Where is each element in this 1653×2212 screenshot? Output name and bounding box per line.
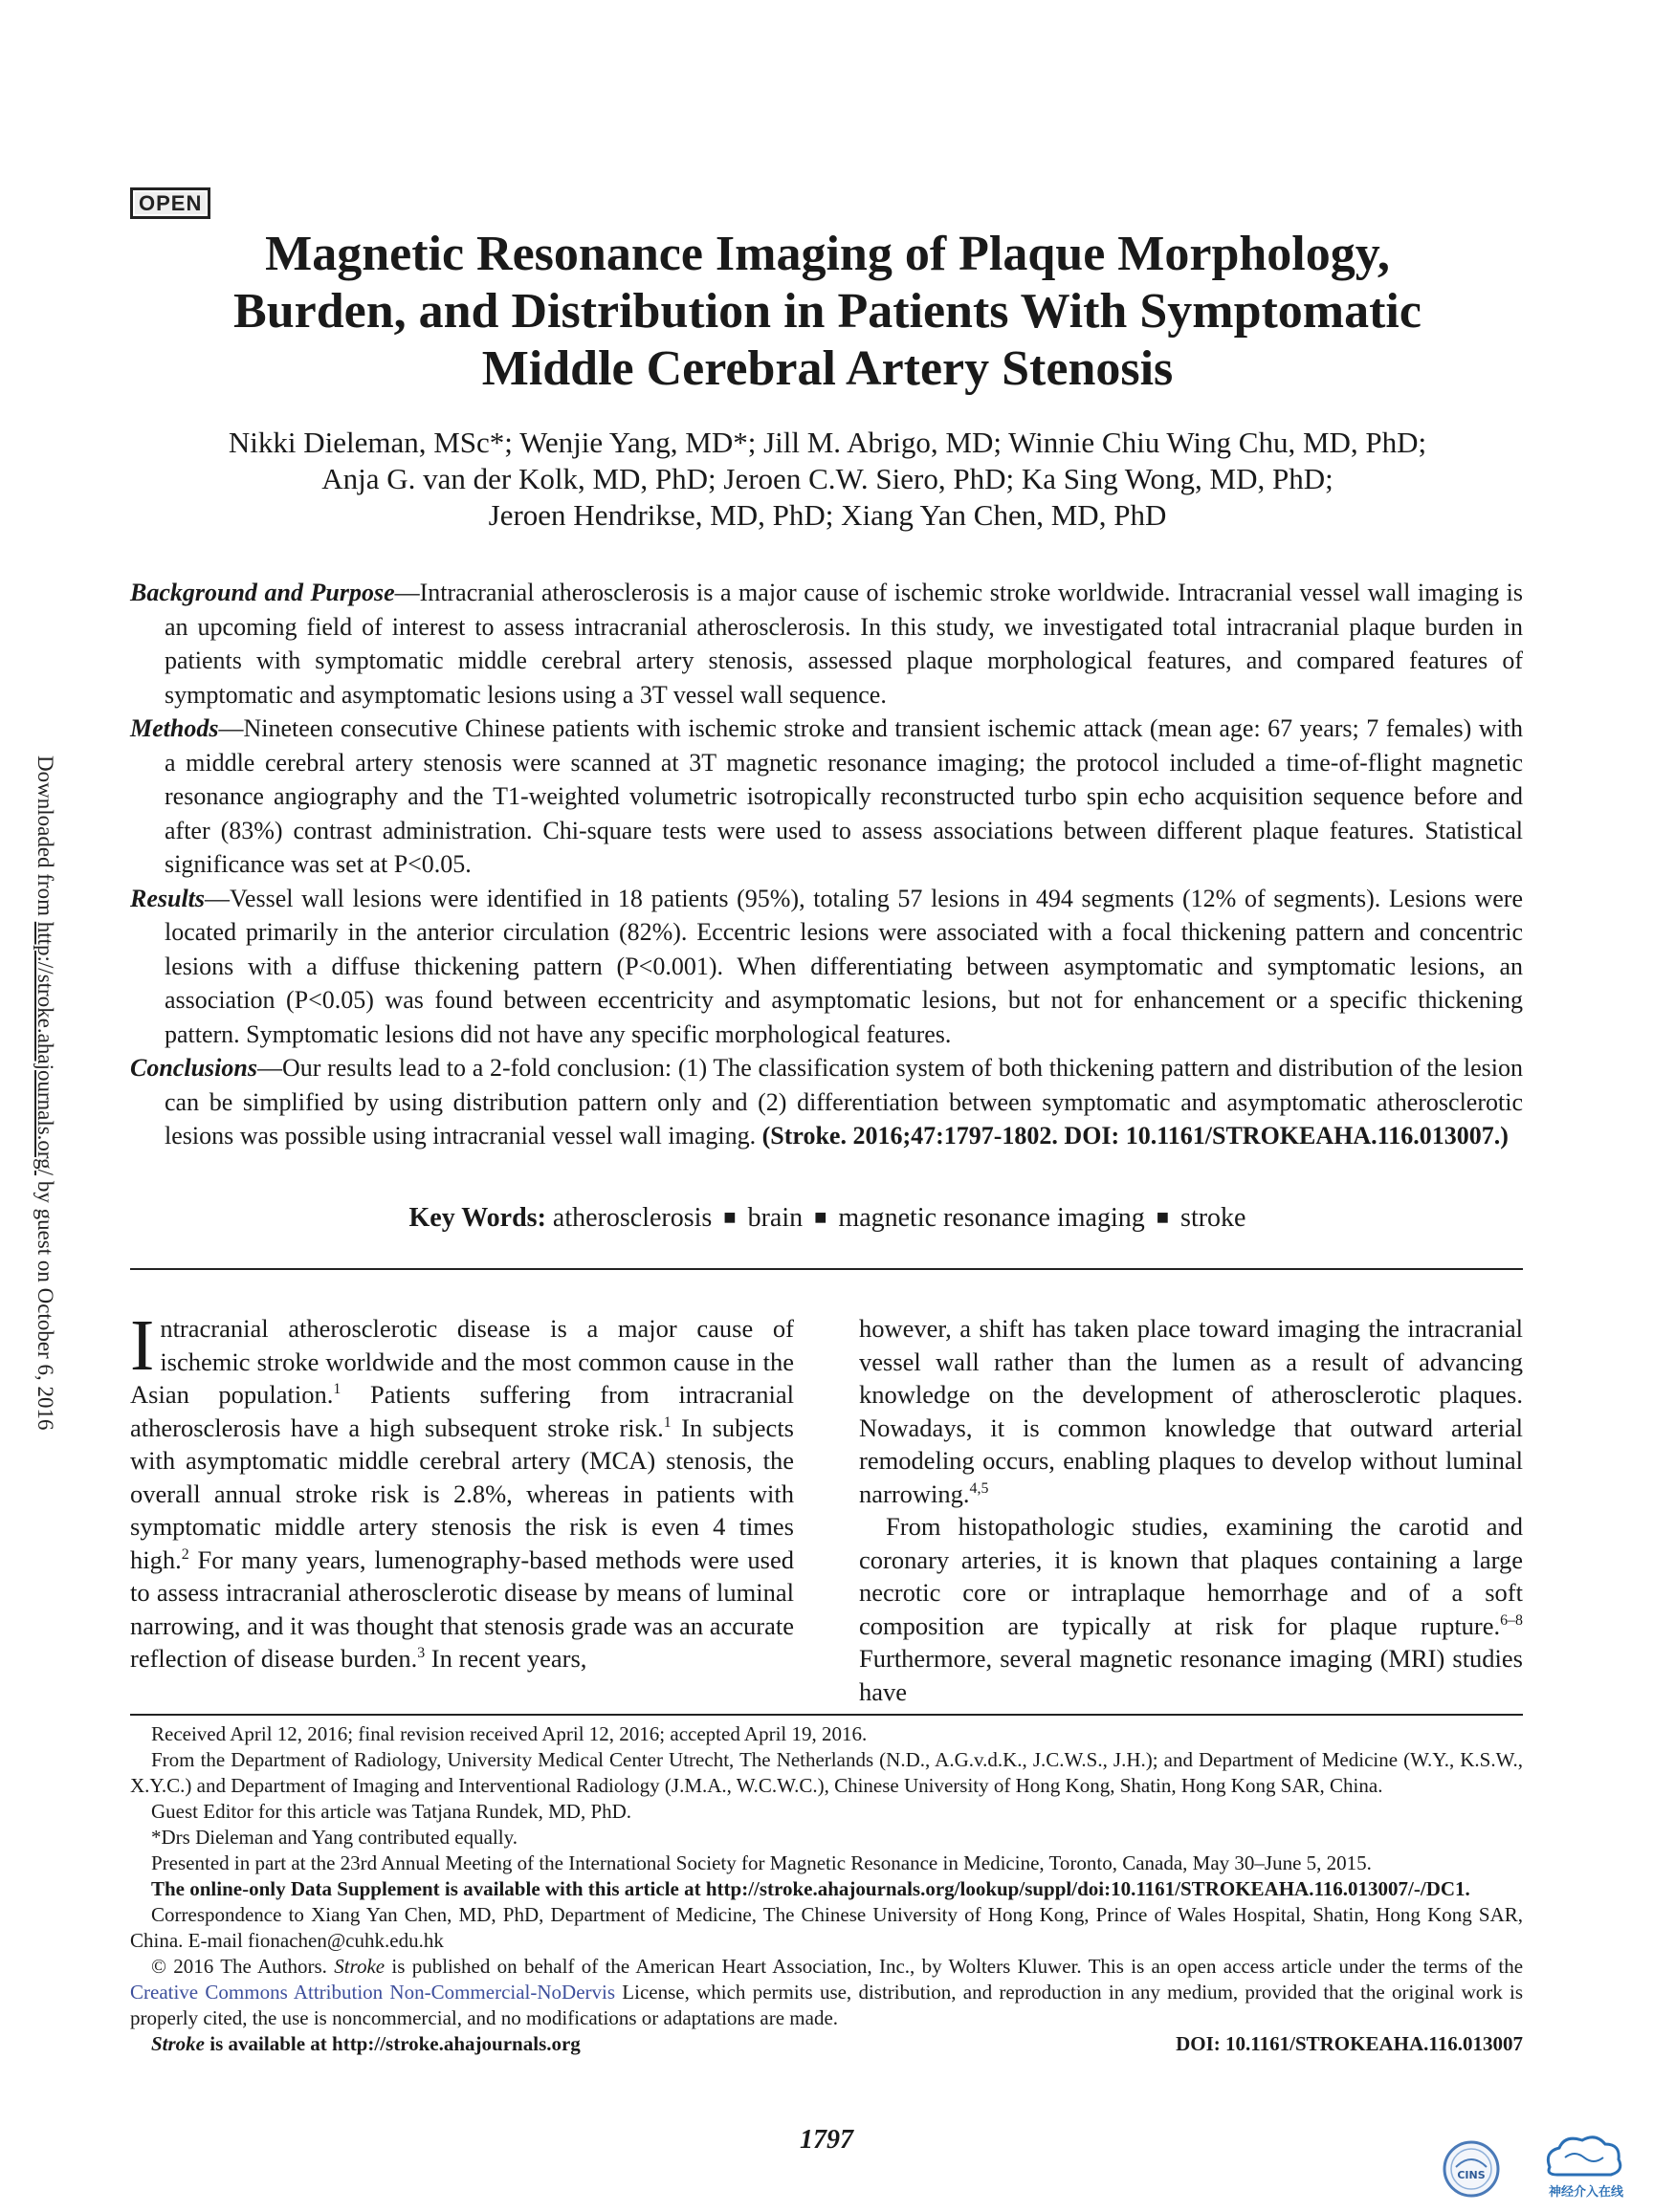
square-bullet-icon: ■ <box>814 1205 827 1229</box>
brand-logo-icon <box>1531 2129 1636 2205</box>
license-link[interactable]: Creative Commons Attribution Non-Commercial-NoDervis <box>130 1981 616 2004</box>
abstract-background <box>130 576 1523 712</box>
abstract-text: —Intracranial atherosclerosis is a major cause of ischemic stroke worldwide. Intracranial vessel wall imaging is an upcoming field of interest to assess intracranial atherosclerosis. In this study, we investigated total intracranial plaque burden in patients with symptomatic middle cerebral artery stenosis, assessed plaque morphological features, and compared features of symptomatic and asymptomatic lesions using a 3T vessel wall sequence. <box>165 579 1523 709</box>
cins-logo-icon <box>1435 2138 1508 2200</box>
body-paragraph <box>859 1312 1523 1510</box>
abstract-results <box>130 882 1523 1052</box>
watermark-text: Downloaded from <box>33 756 57 922</box>
doi: DOI: 10.1161/STROKEAHA.116.013007 <box>1176 2032 1523 2055</box>
author-list <box>115 425 1540 534</box>
body-text: For many years, lumenography-based methods were used to assess intracranial atherosclerotic disease by means of luminal narrowing, and it was thought that stenosis grade was an accurate reflection of disease burden. <box>130 1544 794 1673</box>
abstract-text: —Vessel wall lesions were identified in 18 patients (95%), totaling 57 lesions in 494 segments (12% of segments). Lesions were located primarily in the anterior circulation (82%). Eccentric lesions were associated with a focal thickening pattern and concentric lesions with a diffuse thickening pattern (P<0.001). When differentiating between asymptomatic and symptomatic lesions, an association (P<0.05) was found between eccentricity and asymptomatic lesions, but not for enhancement or a specific thickening pattern. Symptomatic lesions did not have any specific morphological features. <box>165 884 1523 1048</box>
body-text: In subjects with asymptomatic middle cerebral artery (MCA) stenosis, the overall annual stroke risk is 2.8%, whereas in patients with symptomatic middle artery stenosis the risk is even 4 times high. <box>130 1413 794 1574</box>
citation: (Stroke. 2016;47:1797-1802. DOI: 10.1161/STROKEAHA.116.013007.) <box>761 1122 1509 1150</box>
body-text: In recent years, <box>425 1644 587 1673</box>
body-text: Furthermore, several magnetic resonance imaging (MRI) studies have <box>859 1644 1523 1706</box>
logo-text: CINS <box>1457 2169 1486 2181</box>
author-line: Jeroen Hendrikse, MD, PhD; Xiang Yan Chen, MD, PhD <box>488 498 1167 532</box>
footnote-correspondence: Correspondence to Xiang Yan Chen, MD, PhD, Department of Medicine, The Chinese University of Hong Kong, Prince of Wales Hospital, Shatin, Hong Kong SAR, China. E-mail fionachen@cuhk.edu.hk <box>130 1903 1523 1952</box>
keyword: magnetic resonance imaging <box>838 1203 1145 1233</box>
footnote-affiliation: From the Department of Radiology, University Medical Center Utrecht, The Netherlands (N.D., A.G.v.d.K., J.C.W.S., J.H.); and Department of Medicine (W.Y., K.S.W., X.Y.C.) and Department of Imaging and Interventional Radiology (J.M.A., W.C.W.C.), Chinese University of Hong Kong, Shatin, Hong Kong SAR, China. <box>130 1748 1523 1797</box>
divider <box>130 1714 1523 1716</box>
title-line: Magnetic Resonance Imaging of Plaque Morphology, <box>265 227 1390 281</box>
body-text: however, a shift has taken place toward imaging the intracranial vessel wall rather than the lumen as a result of advancing knowledge on the development of atherosclerotic plaques. Nowadays, it is common knowledge that outward arterial remodeling occurs, enabling plaques to develop without luminal narrowing. <box>859 1314 1523 1508</box>
abstract-label: Results <box>130 884 206 912</box>
keyword: atherosclerosis <box>552 1203 713 1233</box>
abstract-conclusions <box>130 1051 1523 1153</box>
drop-cap: I <box>130 1305 155 1386</box>
body-text: ntracranial atherosclerotic disease is a major cause of ischemic stroke worldwide and the most common cause in the Asian population. <box>130 1314 794 1409</box>
watermark-link[interactable]: http://stroke.ahajournals.org/ <box>33 921 57 1176</box>
keywords-label: Key Words: <box>408 1203 546 1233</box>
reference[interactable]: 1 <box>663 1413 672 1431</box>
journal-name: Stroke <box>151 2032 206 2055</box>
footnote-text: is published on behalf of the American Heart Association, Inc., by Wolters Kluwer. This is an open access article under the terms of the <box>385 1955 1524 1978</box>
page-number: 1797 <box>800 2125 853 2155</box>
footnote-text: is available at http://stroke.ahajournals.org <box>205 2032 581 2055</box>
logo-text: 神经介入在线 <box>1548 2185 1624 2200</box>
footnote-presented: Presented in part at the 23rd Annual Meeting of the International Society for Magnetic Resonance in Medicine, Toronto, Canada, May 30–June 5, 2015. <box>151 1851 1372 1874</box>
divider <box>130 1268 1523 1270</box>
body-text: Patients suffering from intracranial atherosclerosis have a high subsequent stroke risk. <box>130 1380 794 1442</box>
watermark-text: by guest on October 6, 2016 <box>33 1175 57 1431</box>
download-watermark <box>29 756 61 1960</box>
keyword: brain <box>747 1203 804 1233</box>
abstract-text: —Our results lead to a 2-fold conclusion: (1) The classification system of both thickening pattern and distribution of the lesion can be simplified by using distribution pattern only and (2) differentiation between symptomatic and asymptomatic atherosclerotic lesions was possible using intracranial vessel wall imaging. <box>165 1054 1523 1150</box>
reference[interactable]: 2 <box>181 1545 189 1563</box>
journal-name: Stroke <box>334 1955 386 1978</box>
abstract-text: —Nineteen consecutive Chinese patients with ischemic stroke and transient ischemic attack (mean age: 67 years; 7 females) with a middle cerebral artery stenosis were scanned at 3T magnetic resonance imaging; the protocol included a time-of-flight magnetic resonance angiography and the T1-weighted volumetric isotropically reconstructed turbo spin echo acquisition sequence before and after (83%) contrast administration. Chi-square tests were used to assess associations between different plaque features. Statistical significance was set at P<0.05. <box>165 714 1523 878</box>
abstract-label: Methods <box>130 714 219 742</box>
open-access-badge: OPEN <box>130 187 210 219</box>
reference[interactable]: 4,5 <box>969 1479 989 1497</box>
footnote-guest-editor: Guest Editor for this article was Tatjana Rundek, MD, PhD. <box>151 1800 632 1823</box>
footnote-received: Received April 12, 2016; final revision received April 12, 2016; accepted April 19, 2016. <box>151 1722 868 1745</box>
keywords <box>115 1203 1540 1234</box>
footnote-text: © 2016 The Authors. <box>151 1955 335 1978</box>
footnote-equal-contribution: *Drs Dieleman and Yang contributed equally. <box>151 1826 518 1849</box>
abstract-label: Conclusions <box>130 1054 257 1082</box>
availability-text <box>130 2031 581 2057</box>
body-text: From histopathologic studies, examining the carotid and coronary arteries, it is known that plaques containing a large necrotic core or intraplaque hemorrhage and of a soft composition are typically at risk for plaque rupture. <box>859 1512 1523 1640</box>
footnote-copyright <box>130 1954 1523 2031</box>
reference[interactable]: 1 <box>333 1381 342 1398</box>
title-line: Burden, and Distribution in Patients With Symptomatic <box>233 284 1422 339</box>
footnote-availability <box>130 2031 1523 2057</box>
abstract-methods <box>130 712 1523 882</box>
reference[interactable]: 3 <box>417 1645 426 1662</box>
body-paragraph <box>130 1305 794 1675</box>
footnote-supplement: The online-only Data Supplement is available with this article at http://stroke.ahajournals.org/lookup/suppl/doi:10.1161/STROKEAHA.116.013007/-/DC1. <box>151 1877 1470 1900</box>
footnotes <box>130 1721 1523 2057</box>
footnote-text: License, which permits use, distribution, and reproduction in any medium, provided that the original work is properly cited, the use is noncommercial, and no modifications or adaptations are made. <box>130 1981 1524 2029</box>
reference[interactable]: 6–8 <box>1500 1611 1523 1629</box>
body-column-right <box>859 1312 1523 1708</box>
square-bullet-icon: ■ <box>723 1205 737 1229</box>
body-paragraph <box>859 1510 1523 1708</box>
body-column-left <box>130 1305 794 1675</box>
keyword: stroke <box>1180 1203 1246 1233</box>
author-line: Nikki Dieleman, MSc*; Wenjie Yang, MD*; Jill M. Abrigo, MD; Winnie Chiu Wing Chu, MD, PhD; <box>228 426 1427 459</box>
article-title <box>115 226 1540 398</box>
abstract <box>130 576 1523 1153</box>
author-line: Anja G. van der Kolk, MD, PhD; Jeroen C.W. Siero, PhD; Ka Sing Wong, MD, PhD; <box>321 462 1333 495</box>
abstract-label: Background and Purpose <box>130 579 395 606</box>
square-bullet-icon: ■ <box>1156 1205 1170 1229</box>
title-line: Middle Cerebral Artery Stenosis <box>481 341 1174 396</box>
